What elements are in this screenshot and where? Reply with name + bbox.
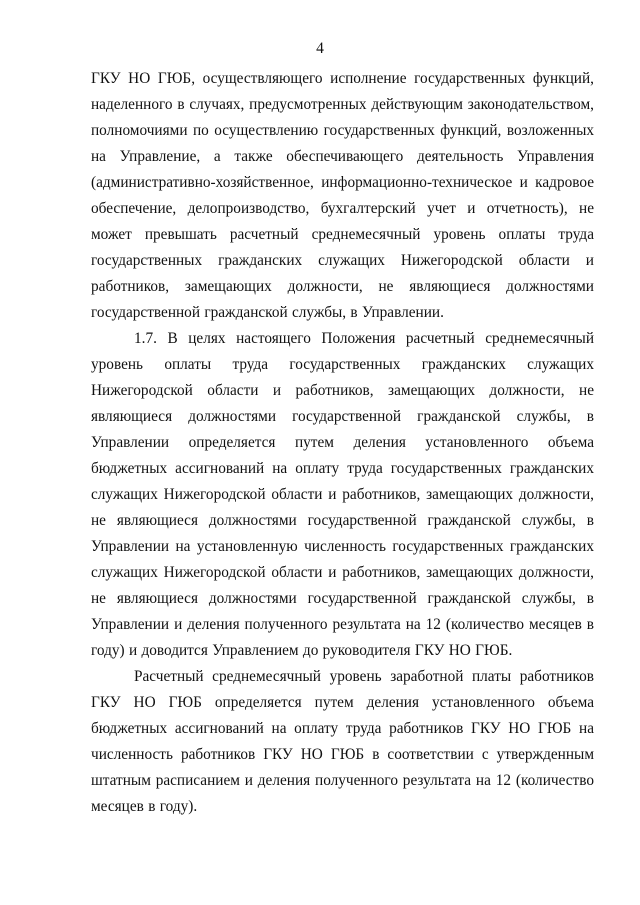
paragraph-salary-calculation: Расчетный среднемесячный уровень заработной платы работников ГКУ НО ГЮБ определяется путем деления установленного объема бюджетных ассигнований на оплату труда работников ГКУ НО ГЮБ на численность работников ГКУ НО ГЮБ в соответствии с утвержденным штатным расписанием и деления полученного результата на 12 (количество месяцев в году). bbox=[91, 668, 594, 815]
document-body bbox=[91, 66, 594, 820]
paragraph-continuation: ГКУ НО ГЮБ, осуществляющего исполнение государственных функций, наделенного в случаях, предусмотренных действующим законодательством, полномочиями по осуществлению государственных функций, возложенных на Управление, а также обеспечивающего деятельность Управления (административно-хозяйственное, информационно-техническое и кадровое обеспечение, делопроизводство, бухгалтерский учет и отчетность), не может превышать расчетный среднемесячный уровень оплаты труда государственных гражданских служащих Нижегородской области и работников, замещающих должности, не являющиеся должностями государственной гражданской службы, в Управлении. bbox=[91, 70, 594, 321]
page-number: 4 bbox=[316, 40, 324, 57]
paragraph-section-1-7: 1.7. В целях настоящего Положения расчетный среднемесячный уровень оплаты труда государственных гражданских служащих Нижегородской области и работников, замещающих должности, не являющиеся должностями государственной гражданской службы, в Управлении определяется путем деления установленного объема бюджетных ассигнований на оплату труда государственных гражданских служащих Нижегородской области и работников, замещающих должности, не являющиеся должностями государственной гражданской службы, в Управлении на установленную численность государственных гражданских служащих Нижегородской области и работников, замещающих должности, не являющиеся должностями государственной гражданской службы, в Управлении и деления полученного результата на 12 (количество месяцев в году) и доводится Управлением до руководителя ГКУ НО ГЮБ. bbox=[91, 330, 594, 659]
